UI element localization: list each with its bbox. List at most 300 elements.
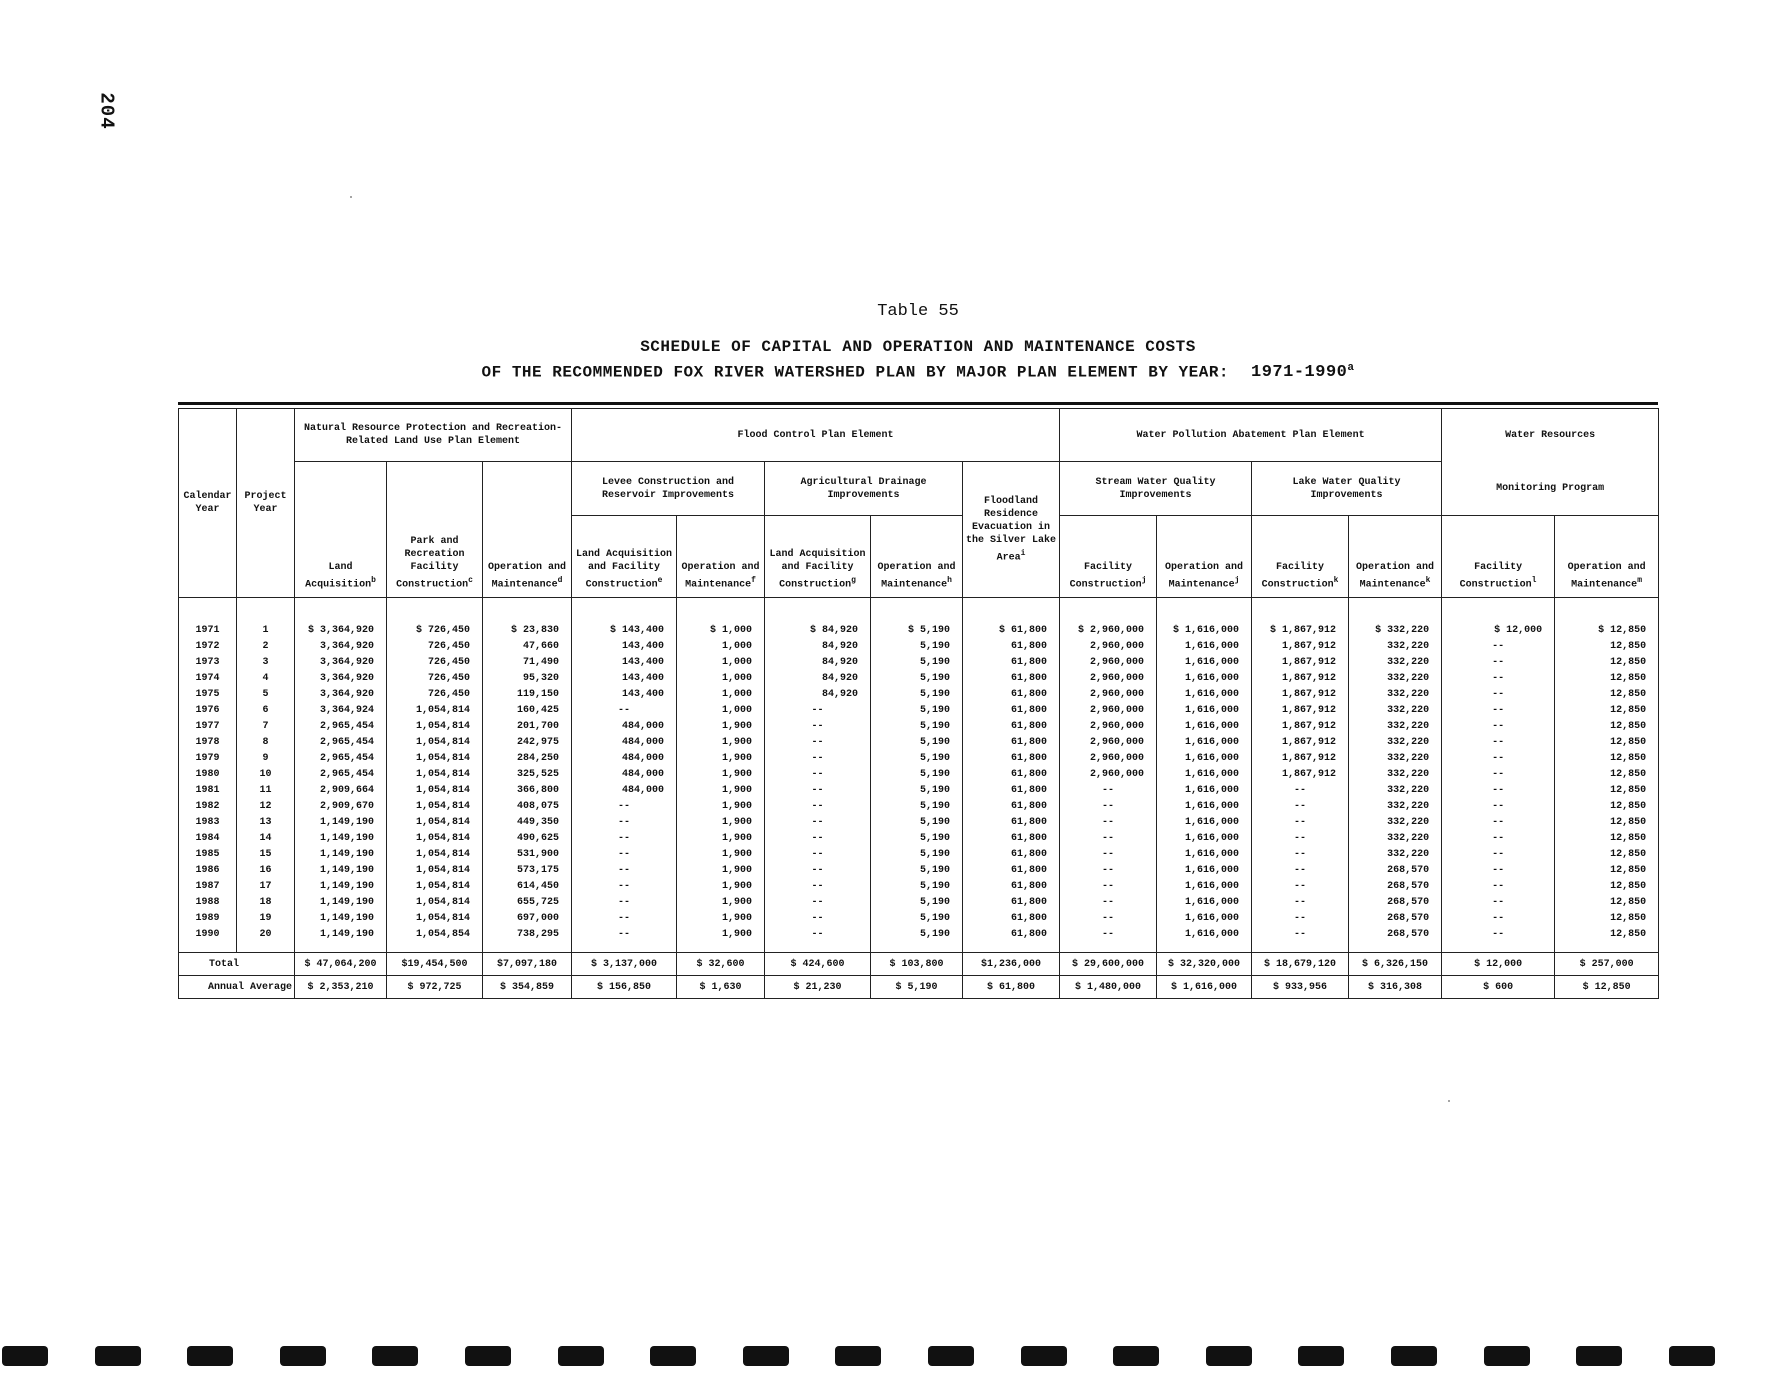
cost-cell: -- [1442,830,1555,846]
cost-cell: -- [1442,782,1555,798]
cost-cell: 61,800 [963,846,1060,862]
table-header [179,409,1659,598]
cost-cell: -- [572,910,677,926]
total-cell: $ 103,800 [871,953,963,976]
cost-cell: -- [1442,670,1555,686]
calendar-year-cell: 1986 [179,862,237,878]
cost-cell: 5,190 [871,654,963,670]
cost-cell: 2,960,000 [1060,718,1157,734]
cost-cell: 268,570 [1349,926,1442,953]
cost-cell: -- [572,878,677,894]
table-row [179,894,1659,910]
levee-la-text: Land Acquisition and Facility Construction [576,548,673,590]
cost-cell: 332,220 [1349,846,1442,862]
header-floodland-evacuation [963,462,1060,598]
cost-cell: 61,800 [963,734,1060,750]
cost-cell: -- [765,734,871,750]
cost-cell: -- [1252,830,1349,846]
cost-cell: 61,800 [963,654,1060,670]
table-row [179,862,1659,878]
cost-cell: 1,054,814 [387,718,483,734]
title-years: 1971-1990 [1251,363,1348,383]
cost-cell: 484,000 [572,718,677,734]
cost-cell: 332,220 [1349,798,1442,814]
cost-cell: 5,190 [871,846,963,862]
registration-bar [1576,1346,1622,1366]
cost-cell: 12,850 [1555,638,1659,654]
annual-average-cell: $ 933,956 [1252,976,1349,999]
cost-cell: 1,616,000 [1157,638,1252,654]
cost-cell: 3,364,920 [295,654,387,670]
cost-cell: 1,149,190 [295,878,387,894]
cost-cell: -- [1252,878,1349,894]
cost-cell: 697,000 [483,910,572,926]
cost-cell: -- [1252,862,1349,878]
cost-cell: $ 143,400 [572,598,677,639]
registration-bar [1206,1346,1252,1366]
cost-cell: 119,150 [483,686,572,702]
cost-cell: 366,800 [483,782,572,798]
cost-cell: 1,054,814 [387,862,483,878]
calendar-year-cell: 1988 [179,894,237,910]
cost-cell: $ 61,800 [963,598,1060,639]
cost-cell: -- [572,830,677,846]
header-lake-water-quality: Lake Water Quality Improvements [1252,462,1442,516]
table-row [179,830,1659,846]
cost-cell: 5,190 [871,638,963,654]
cost-cell: $ 1,000 [677,598,765,639]
cost-cell: -- [1060,894,1157,910]
annual-average-cell: $ 156,850 [572,976,677,999]
cost-cell: 484,000 [572,750,677,766]
cost-cell: 325,525 [483,766,572,782]
cost-cell: 1,616,000 [1157,894,1252,910]
cost-cell: 2,960,000 [1060,638,1157,654]
cost-cell: -- [1060,862,1157,878]
header-levee-land-acquisition [572,516,677,598]
cost-cell: 61,800 [963,670,1060,686]
footnote-k: k [1333,575,1339,585]
cost-cell: 1,616,000 [1157,750,1252,766]
cost-cell: -- [1060,830,1157,846]
cost-cell: -- [1442,798,1555,814]
cost-cell: -- [1060,782,1157,798]
annual-average-cell: $ 21,230 [765,976,871,999]
cost-cell: 12,850 [1555,734,1659,750]
table-row [179,926,1659,953]
calendar-year-cell: 1985 [179,846,237,862]
title-footnote-mark: a [1347,362,1355,374]
cost-cell: -- [1442,926,1555,953]
cost-cell: 2,965,454 [295,734,387,750]
cost-cell: 2,965,454 [295,718,387,734]
cost-cell: -- [1060,798,1157,814]
cost-cell: -- [1252,926,1349,953]
cost-cell: 5,190 [871,926,963,953]
cost-cell: 242,975 [483,734,572,750]
cost-cell: 12,850 [1555,910,1659,926]
cost-cell: -- [1442,654,1555,670]
cost-cell: 47,660 [483,638,572,654]
cost-cell: 3,364,920 [295,638,387,654]
total-cell: $1,236,000 [963,953,1060,976]
header-flood-control: Flood Control Plan Element [572,409,1060,462]
header-natural-resource: Natural Resource Protection and Recreation-Related Land Use Plan Element [295,409,572,462]
agri-la-text: Land Acquisition and Facility Construction [769,548,866,590]
cost-cell: $ 12,000 [1442,598,1555,639]
cost-cell: 5,190 [871,734,963,750]
cost-cell: 12,850 [1555,814,1659,830]
footnote-f: f [751,575,756,585]
cost-cell: -- [765,926,871,953]
cost-cell: 726,450 [387,638,483,654]
calendar-year-cell: 1974 [179,670,237,686]
calendar-year-cell: 1987 [179,878,237,894]
cost-cell: 738,295 [483,926,572,953]
footnote-m: m [1637,575,1642,585]
calendar-year-cell: 1971 [179,598,237,639]
cost-cell: -- [1442,878,1555,894]
cost-cell: 5,190 [871,830,963,846]
cost-cell: $ 12,850 [1555,598,1659,639]
annual-average-cell: $ 1,630 [677,976,765,999]
cost-cell: 2,965,454 [295,750,387,766]
cost-cell: 5,190 [871,894,963,910]
cost-cell: 12,850 [1555,750,1659,766]
lake-om-text: Operation and Maintenance [1356,561,1435,590]
cost-cell: -- [1442,750,1555,766]
cost-cell: 2,960,000 [1060,750,1157,766]
cost-cell: -- [1060,926,1157,953]
cost-cell: 61,800 [963,702,1060,718]
annual-average-cell: $ 5,190 [871,976,963,999]
table-row [179,846,1659,862]
cost-cell: 1,616,000 [1157,926,1252,953]
registration-bar [1113,1346,1159,1366]
calendar-year-cell: 1973 [179,654,237,670]
cost-cell: -- [1442,734,1555,750]
total-cell: $7,097,180 [483,953,572,976]
om-nr-text: Operation and Maintenance [488,561,567,590]
total-cell: $ 32,320,000 [1157,953,1252,976]
footnote-b: b [371,575,376,585]
cost-cell: 2,909,664 [295,782,387,798]
registration-bar [1391,1346,1437,1366]
cost-cell: 332,220 [1349,750,1442,766]
header-lake-facility-construction [1252,516,1349,598]
cost-cell: $ 5,190 [871,598,963,639]
cost-cell: 1,616,000 [1157,670,1252,686]
table-body [179,598,1659,953]
cost-cell: -- [572,894,677,910]
cost-cell: -- [1442,862,1555,878]
cost-cell: -- [765,782,871,798]
cost-cell: 1,900 [677,910,765,926]
cost-cell: 12,850 [1555,830,1659,846]
cost-cell: 84,920 [765,654,871,670]
scan-speck [1448,1100,1450,1102]
total-label: Total [179,953,295,976]
cost-cell: 12,850 [1555,766,1659,782]
cost-cell: -- [765,750,871,766]
cost-cell: $ 1,867,912 [1252,598,1349,639]
calendar-year-cell: 1975 [179,686,237,702]
cost-cell: 1,867,912 [1252,718,1349,734]
calendar-year-cell: 1981 [179,782,237,798]
cost-cell: -- [765,830,871,846]
stream-om-text: Operation and Maintenance [1165,561,1244,590]
cost-cell: 1,616,000 [1157,654,1252,670]
cost-cell: -- [765,718,871,734]
cost-cell: 61,800 [963,910,1060,926]
project-year-cell: 19 [237,910,295,926]
cost-cell: 71,490 [483,654,572,670]
cost-cell: $ 84,920 [765,598,871,639]
cost-cell: 2,960,000 [1060,686,1157,702]
cost-cell: 61,800 [963,766,1060,782]
cost-cell: 1,867,912 [1252,766,1349,782]
header-project-year: Project Year [237,409,295,598]
cost-cell: $ 332,220 [1349,598,1442,639]
header-levee: Levee Construction and Reservoir Improvements [572,462,765,516]
project-year-cell: 6 [237,702,295,718]
scan-speck [350,196,352,198]
calendar-year-cell: 1982 [179,798,237,814]
project-year-cell: 15 [237,846,295,862]
footnote-g: g [851,575,856,585]
header-agri-operation-maintenance [871,516,963,598]
levee-om-text: Operation and Maintenance [681,561,760,590]
table-row [179,734,1659,750]
project-year-cell: 1 [237,598,295,639]
cost-cell: 12,850 [1555,846,1659,862]
stream-fc-text: Facility Construction [1069,561,1142,590]
cost-cell: 5,190 [871,702,963,718]
cost-cell: 1,054,814 [387,766,483,782]
cost-cell: 1,054,854 [387,926,483,953]
annual-average-cell: $ 354,859 [483,976,572,999]
cost-cell: 1,149,190 [295,926,387,953]
calendar-year-cell: 1972 [179,638,237,654]
top-rule [178,402,1658,405]
cost-cell: -- [1442,910,1555,926]
cost-cell: 61,800 [963,830,1060,846]
cost-cell: 61,800 [963,750,1060,766]
cost-cell: 1,616,000 [1157,766,1252,782]
registration-bar [928,1346,974,1366]
header-calendar-year: Calendar Year [179,409,237,598]
floodland-text: Floodland Residence Evacuation in the Silver Lake Area [966,495,1057,564]
cost-cell: 2,909,670 [295,798,387,814]
table-row [179,670,1659,686]
cost-cell: 1,054,814 [387,750,483,766]
annual-average-cell: $ 316,308 [1349,976,1442,999]
cost-cell: 12,850 [1555,782,1659,798]
registration-bar [2,1346,48,1366]
table-row [179,598,1659,639]
lake-fc-text: Facility Construction [1261,561,1334,590]
cost-cell: 1,900 [677,798,765,814]
table-row [179,814,1659,830]
cost-cell: -- [1442,718,1555,734]
cost-cell: -- [765,910,871,926]
cost-cell: -- [1442,846,1555,862]
calendar-year-cell: 1983 [179,814,237,830]
cost-cell: 1,616,000 [1157,734,1252,750]
project-year-cell: 7 [237,718,295,734]
cost-cell: 84,920 [765,638,871,654]
cost-cell: 61,800 [963,782,1060,798]
cost-cell: 5,190 [871,670,963,686]
footnote-c: c [468,575,473,585]
cost-cell: 332,220 [1349,830,1442,846]
cost-schedule-table-wrapper [178,402,1658,999]
footnote-j2: j [1234,575,1240,585]
total-cell: $ 6,326,150 [1349,953,1442,976]
cost-cell: 1,616,000 [1157,686,1252,702]
cost-cell: 3,364,924 [295,702,387,718]
cost-cell: -- [1252,910,1349,926]
cost-cell: -- [1442,702,1555,718]
park-rec-text: Park and Recreation Facility Construction [396,535,469,590]
calendar-year-cell: 1978 [179,734,237,750]
project-year-cell: 20 [237,926,295,953]
cost-cell: -- [765,814,871,830]
table-row [179,686,1659,702]
cost-cell: 61,800 [963,926,1060,953]
cost-cell: 1,000 [677,670,765,686]
project-year-cell: 5 [237,686,295,702]
cost-cell: 332,220 [1349,814,1442,830]
calendar-year-cell: 1984 [179,830,237,846]
calendar-year-cell: 1990 [179,926,237,953]
cost-cell: 2,960,000 [1060,766,1157,782]
footer-registration-bars [0,1346,1785,1368]
header-stream-water-quality: Stream Water Quality Improvements [1060,462,1252,516]
project-year-cell: 2 [237,638,295,654]
project-year-cell: 3 [237,654,295,670]
registration-bar [280,1346,326,1366]
cost-cell: 61,800 [963,718,1060,734]
project-year-cell: 12 [237,798,295,814]
wr-om-text: Operation and Maintenance [1567,561,1646,590]
cost-cell: 1,867,912 [1252,638,1349,654]
cost-cell: 332,220 [1349,654,1442,670]
cost-cell: 84,920 [765,670,871,686]
cost-cell: 1,149,190 [295,894,387,910]
annual-average-label: Annual Average [179,976,295,999]
registration-bar [187,1346,233,1366]
cost-cell: 12,850 [1555,926,1659,953]
table-row [179,798,1659,814]
registration-bar [1298,1346,1344,1366]
cost-cell: $ 23,830 [483,598,572,639]
cost-cell: 1,900 [677,734,765,750]
cost-cell: 1,149,190 [295,910,387,926]
cost-cell: 143,400 [572,686,677,702]
cost-cell: 332,220 [1349,638,1442,654]
registration-bar [743,1346,789,1366]
cost-cell: 531,900 [483,846,572,862]
table-row [179,654,1659,670]
cost-cell: 2,960,000 [1060,670,1157,686]
cost-cell: 1,900 [677,878,765,894]
table-row [179,878,1659,894]
footnote-j: j [1141,575,1147,585]
table-row [179,782,1659,798]
header-agri-land-acquisition [765,516,871,598]
cost-cell: 1,900 [677,926,765,953]
footnote-e: e [657,575,663,585]
cost-cell: 143,400 [572,670,677,686]
cost-cell: 726,450 [387,654,483,670]
cost-cell: -- [1060,846,1157,862]
total-cell: $ 3,137,000 [572,953,677,976]
cost-cell: 332,220 [1349,766,1442,782]
header-wr-operation-maintenance [1555,516,1659,598]
cost-cell: 726,450 [387,686,483,702]
cost-cell: -- [765,846,871,862]
cost-cell: $ 726,450 [387,598,483,639]
registration-bar [835,1346,881,1366]
cost-cell: 1,054,814 [387,798,483,814]
cost-cell: 1,149,190 [295,830,387,846]
cost-cell: 1,900 [677,894,765,910]
cost-cell: -- [1252,798,1349,814]
cost-cell: 12,850 [1555,686,1659,702]
calendar-year-cell: 1976 [179,702,237,718]
cost-cell: 1,616,000 [1157,862,1252,878]
cost-cell: 484,000 [572,782,677,798]
table-title-line2 [178,362,1658,382]
header-monitoring-program: Monitoring Program [1442,462,1659,516]
table-row [179,766,1659,782]
agri-om-text: Operation and Maintenance [877,561,956,590]
cost-cell: 268,570 [1349,910,1442,926]
cost-cell: 12,850 [1555,862,1659,878]
cost-cell: -- [572,862,677,878]
cost-cell: -- [572,926,677,953]
cost-cell: 332,220 [1349,670,1442,686]
project-year-cell: 14 [237,830,295,846]
cost-cell: 12,850 [1555,798,1659,814]
cost-cell: 1,054,814 [387,702,483,718]
cost-cell: -- [572,702,677,718]
cost-cell: 1,616,000 [1157,814,1252,830]
header-levee-operation-maintenance [677,516,765,598]
cost-cell: 2,960,000 [1060,734,1157,750]
cost-cell: 5,190 [871,814,963,830]
project-year-cell: 18 [237,894,295,910]
cost-cell: 268,570 [1349,862,1442,878]
cost-cell: 1,616,000 [1157,910,1252,926]
cost-cell: 61,800 [963,862,1060,878]
cost-cell: 1,616,000 [1157,782,1252,798]
cost-cell: -- [1252,814,1349,830]
cost-cell: -- [1442,638,1555,654]
cost-cell: $ 1,616,000 [1157,598,1252,639]
cost-cell: 1,616,000 [1157,830,1252,846]
cost-cell: 726,450 [387,670,483,686]
cost-cell: 160,425 [483,702,572,718]
annual-average-cell: $ 61,800 [963,976,1060,999]
cost-cell: 1,867,912 [1252,750,1349,766]
cost-cell: 3,364,920 [295,670,387,686]
project-year-cell: 16 [237,862,295,878]
table-row [179,638,1659,654]
cost-cell: 5,190 [871,862,963,878]
cost-cell: 449,350 [483,814,572,830]
